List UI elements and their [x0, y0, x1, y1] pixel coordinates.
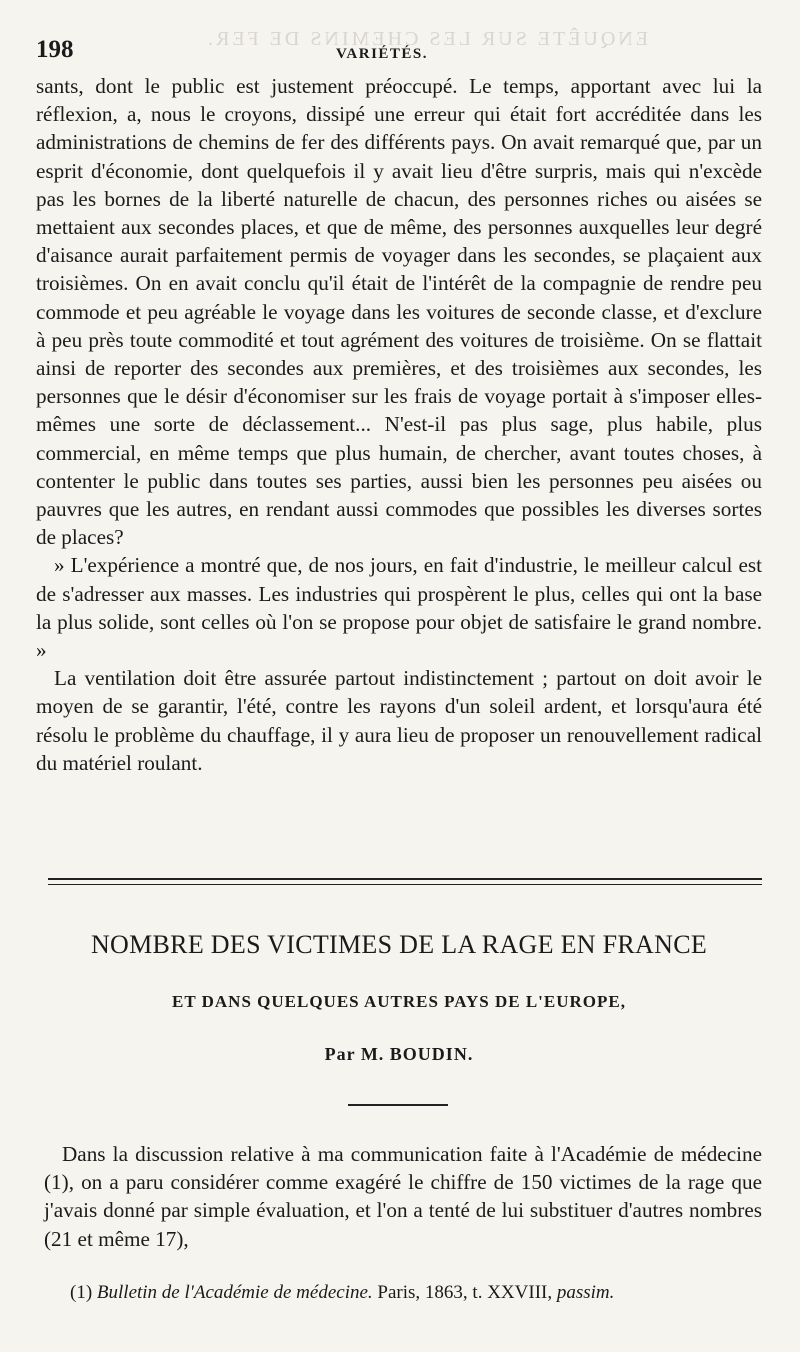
- body-text: [36, 72, 762, 777]
- bleed-through-text: ENQUÊTE SUR LES CHEMINS DE FER.: [205, 28, 649, 50]
- article-author: Par M. BOUDIN.: [324, 1044, 474, 1064]
- paragraph-1: sants, dont le public est justement préoccupé. Le temps, apportant avec lui la réflexion, a, nous le croyons, dissipé une erreur qui était fort accréditée dans les administrations de chemins de fer des différents pays. On avait remarqué que, par un esprit d'économie, dont quelquefois il y avait lieu d'être surpris, mais qui n'excède pas les bornes de la liberté naturelle de chacun, des personnes riches ou aisées se mettaient aux secondes places, et que de même, des personnes auxquelles leur degré d'aisance aurait parfaitement permis de voyager dans les secondes, se plaçaient aux troisièmes. On en avait conclu qu'il était de l'intérêt de la compagnie de rendre peu commode et peu agréable le voyage dans les voitures de seconde classe, et d'exclure à peu près toute commodité et tout agrément des voitures de troisième. On se flattait ainsi de reporter des secondes aux premières, et des troisièmes aux secondes, les personnes que le désir d'économiser sur les frais de voyage portait à s'imposer elles-mêmes une sorte de déclassement... N'est-il pas plus sage, plus habile, plus commercial, en même temps que plus humain, de chercher, avant toutes choses, à contenter le public dans toutes ses parties, aussi bien les personnes peu aisées ou pauvres que les autres, en rendant aussi commodes que possibles les diverses sortes de places?: [36, 74, 762, 550]
- paragraph-3: La ventilation doit être assurée partout indistinctement ; partout on doit avoir le moyen de se garantir, l'été, contre les rayons d'un soleil ardent, et lorsqu'aura été résolu le problème du chauffage, il y aura lieu de proposer un renouvellement radical du matériel roulant.: [36, 666, 762, 775]
- footnote-details: Paris, 1863, t. XXVIII,: [377, 1282, 553, 1303]
- footnote: [70, 1282, 770, 1304]
- article-title: NOMBRE DES VICTIMES DE LA RAGE EN FRANCE: [90, 930, 708, 959]
- paragraph-2: » L'expérience a montré que, de nos jours, en fait d'industrie, le meilleur calcul est de s'adresser aux masses. Les industries qui prospèrent le plus, celles qui ont la base la plus solide, sont celles où l'on se propose pour objet de satisfaire le grand nombre. »: [36, 553, 762, 663]
- running-title: VARIÉTÉS.: [336, 46, 429, 62]
- article-subtitle: ET DANS QUELQUES AUTRES PAYS DE L'EUROPE,: [172, 992, 626, 1011]
- page-number: 198: [36, 36, 74, 63]
- title-rule: [348, 1104, 448, 1106]
- running-header: [36, 36, 766, 70]
- article-opening: Dans la discussion relative à ma communication faite à l'Académie de médecine (1), on a paru considérer comme exagéré le chiffre de 150 victimes de la rage que j'avais donné par simple évaluation, et l'on a tenté de lui substituer d'autres nombres (21 et même 17),: [44, 1142, 762, 1251]
- section-divider: [48, 878, 762, 889]
- footnote-passim: passim.: [556, 1282, 615, 1303]
- divider-rule-thick: [48, 878, 762, 880]
- divider-rule-thin: [48, 884, 762, 885]
- footnote-source: Bulletin de l'Académie de médecine.: [96, 1282, 373, 1303]
- footnote-marker: (1): [70, 1282, 93, 1303]
